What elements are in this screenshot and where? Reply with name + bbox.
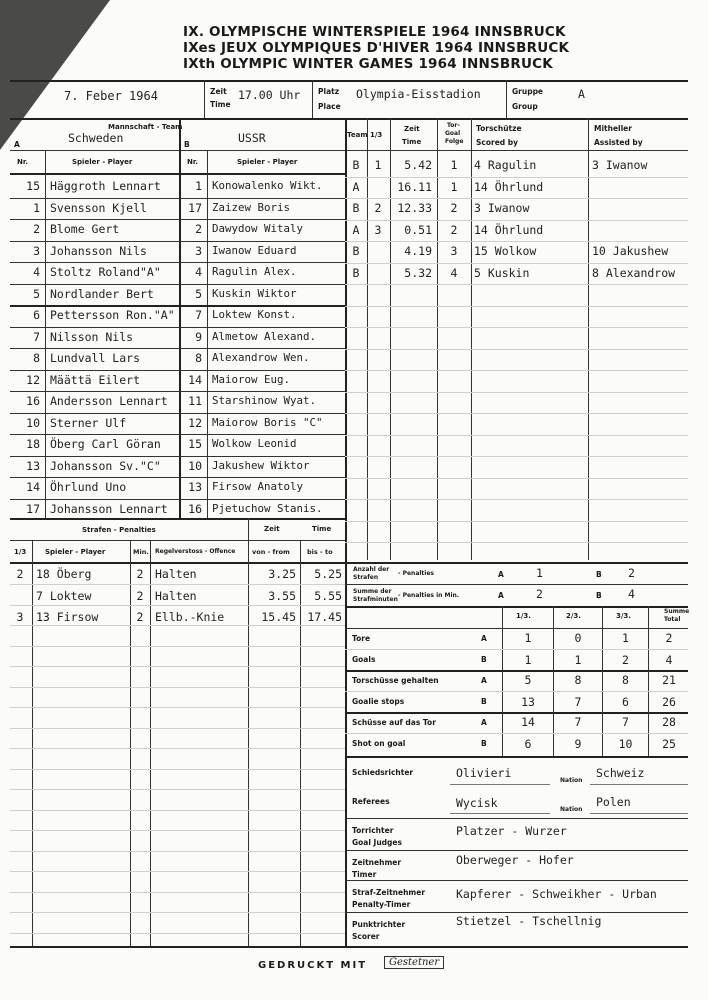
player-a-nr: 18 xyxy=(26,437,40,451)
player-a-name: Määttä Eilert xyxy=(50,372,141,387)
penalty-player: 7 Loktew xyxy=(36,588,92,603)
player-b-name: Firsow Anatoly xyxy=(212,480,304,493)
count-b-letter: B xyxy=(596,570,602,579)
goal-seq: 4 xyxy=(450,265,458,280)
stats-row-a-letter: A xyxy=(481,676,487,685)
goal-time: 12.33 xyxy=(397,201,432,215)
place-label: Place xyxy=(318,102,341,111)
player-b-nr: 16 xyxy=(188,501,202,516)
pen-zeit-label: Zeit xyxy=(264,525,280,533)
player-a-nr: 15 xyxy=(26,179,40,193)
timer: Oberweger - Hofer xyxy=(456,853,574,867)
player-a-nr: 6 xyxy=(33,308,40,322)
stats-row-label-2: Goals xyxy=(352,655,376,664)
player-a-label: Spieler - Player xyxy=(72,158,133,166)
penalty-to: 5.25 xyxy=(314,567,342,581)
stats-total-label-1: Summe xyxy=(664,608,690,615)
nr-a-label: Nr. xyxy=(17,158,28,166)
player-a-name: Pettersson Ron."A" xyxy=(50,308,175,322)
player-a-name: Sterner Ulf xyxy=(50,415,127,430)
player-a-name: Häggroth Lennart xyxy=(50,179,161,193)
assisted-by-label: Assisted by xyxy=(594,138,643,147)
goals-tor-label: Tor- xyxy=(447,122,460,129)
player-b-nr: 3 xyxy=(195,243,202,258)
stats-value-b: 26 xyxy=(662,695,676,709)
nation-label-1: Nation xyxy=(560,777,583,784)
player-b-nr: 8 xyxy=(195,351,202,365)
player-b-name: Iwanow Eduard xyxy=(212,243,297,257)
player-a-nr: 3 xyxy=(33,243,40,258)
player-b-nr: 14 xyxy=(188,372,202,387)
stats-value-a: 7 xyxy=(622,715,629,729)
player-a-nr: 17 xyxy=(26,501,40,516)
sum-label-2: Strafminuten xyxy=(353,596,398,603)
stats-value-b: 1 xyxy=(524,653,532,667)
goal-assist: 8 Alexandrow xyxy=(592,265,676,280)
sum-a-letter: A xyxy=(498,591,504,600)
stats-value-b: 13 xyxy=(521,695,535,709)
player-b-nr: 4 xyxy=(195,265,202,279)
goal-third: 1 xyxy=(374,158,382,172)
header-line-3: IXth OLYMPIC WINTER GAMES 1964 INNSBRUCK xyxy=(183,56,553,72)
goal-time: 5.42 xyxy=(404,158,432,172)
pen-from-label: von - from xyxy=(252,548,290,556)
stats-value-b: 7 xyxy=(574,695,582,709)
player-a-nr: 2 xyxy=(33,222,40,236)
goal-judges-label-2: Goal Judges xyxy=(352,838,402,847)
player-a-name: Stoltz Roland"A" xyxy=(50,265,161,279)
stats-value-b: 4 xyxy=(665,653,673,667)
stats-value-b: 1 xyxy=(574,653,582,667)
zeit-label: Zeit xyxy=(210,87,227,96)
goal-team: B xyxy=(352,244,360,258)
match-time: 17.00 Uhr xyxy=(238,88,301,102)
goal-assist: 10 Jakushew xyxy=(592,244,669,258)
stats-value-b: 2 xyxy=(622,653,629,667)
player-a-nr: 5 xyxy=(33,286,40,301)
scorer: Stietzel - Tschellnig xyxy=(456,914,602,928)
penalty-to: 17.45 xyxy=(307,610,342,624)
nr-b-label: Nr. xyxy=(187,158,198,166)
stats-value-a: 8 xyxy=(574,673,582,687)
goal-scorer: 3 Iwanow xyxy=(474,201,530,215)
player-a-nr: 10 xyxy=(26,415,40,430)
goal-scorer: 14 Öhrlund xyxy=(474,222,544,237)
pen-player-label: Spieler - Player xyxy=(45,548,106,556)
player-b-name: Pjetuchow Stanis. xyxy=(212,501,323,515)
pen-to-label: bis - to xyxy=(307,548,333,556)
stats-value-b: 10 xyxy=(618,737,633,751)
player-b-nr: 13 xyxy=(188,480,202,494)
stats-value-a: 21 xyxy=(662,673,676,687)
player-b-name: Zaizew Boris xyxy=(212,200,291,214)
goal-seq: 1 xyxy=(450,179,458,194)
stats-row-label-1: Tore xyxy=(352,634,371,643)
player-b-nr: 17 xyxy=(188,200,202,215)
stats-row-label-1: Torschüsse gehalten xyxy=(352,676,439,685)
count-label-2: Strafen xyxy=(353,574,379,581)
player-b-nr: 12 xyxy=(188,415,202,430)
player-a-nr: 4 xyxy=(33,265,40,279)
header-line-2: IXes JEUX OLYMPIQUES D'HIVER 1964 INNSBRUCK xyxy=(183,40,570,56)
goal-team: A xyxy=(352,179,360,194)
stats-value-a: 0 xyxy=(574,631,582,645)
referee-label-1: Schiedsrichter xyxy=(352,768,414,777)
goal-time: 4.19 xyxy=(404,244,432,258)
nation-label-2: Nation xyxy=(560,806,583,813)
header-line-1: IX. OLYMPISCHE WINTERSPIELE 1964 INNSBRUCK xyxy=(183,24,566,40)
stats-col1-label: 1/3. xyxy=(516,612,531,620)
gestetner-logo: Gestetner xyxy=(384,956,444,969)
referee-label-2: Referees xyxy=(352,797,390,806)
penalty-offence: Ellb.-Knie xyxy=(155,610,225,624)
stats-value-b: 25 xyxy=(662,737,676,751)
penalty-timer-label-1: Straf-Zeitnehmer xyxy=(352,888,426,897)
stats-value-b: 6 xyxy=(622,695,629,709)
count-a-value: 1 xyxy=(536,566,543,580)
goals-team-label: Team xyxy=(347,131,368,139)
goal-team: B xyxy=(352,265,360,280)
stats-value-a: 2 xyxy=(665,631,673,645)
goal-time: 5.32 xyxy=(404,265,432,280)
penalty-from: 15.45 xyxy=(261,610,296,624)
player-a-name: Johansson Sv."C" xyxy=(50,458,161,473)
stats-row-label-2: Shot on goal xyxy=(352,739,406,748)
goal-seq: 2 xyxy=(450,201,458,215)
goal-scorer: 14 Öhrlund xyxy=(474,179,544,194)
team-header-label: Mannschaft - Team xyxy=(108,123,183,131)
goal-seq: 2 xyxy=(450,222,458,237)
goals-goal-label: Goal xyxy=(445,130,461,137)
penalty-from: 3.55 xyxy=(268,588,296,603)
mitheller-label: Mitheller xyxy=(594,124,632,133)
player-a-name: Blome Gert xyxy=(50,222,120,236)
platz-label: Platz xyxy=(318,87,340,96)
player-a-nr: 16 xyxy=(26,394,40,408)
player-b-name: Konowalenko Wikt. xyxy=(212,179,323,192)
scan-shadow-icon xyxy=(0,0,110,150)
goal-time: 0.51 xyxy=(404,222,432,237)
penalty-timer: Kapferer - Schweikher - Urban xyxy=(456,887,657,901)
player-a-nr: 7 xyxy=(33,329,40,344)
player-a-name: Öhrlund Uno xyxy=(50,480,127,494)
goals-folge-label: Folge xyxy=(445,138,464,145)
count-label-1: Anzahl der xyxy=(353,566,390,573)
player-a-name: Nilsson Nils xyxy=(50,329,134,344)
player-a-nr: 1 xyxy=(33,200,40,215)
player-a-name: Johansson Nils xyxy=(50,243,147,258)
team-b-letter: B xyxy=(184,140,190,149)
stats-value-a: 14 xyxy=(521,715,535,729)
sum-label-1: Summe der xyxy=(353,588,392,595)
player-b-name: Maiorow Boris "C" xyxy=(212,415,323,429)
sum-label-3: - Penalties in Min. xyxy=(398,592,460,599)
player-b-nr: 10 xyxy=(188,458,202,473)
goals-third-label: 1/3 xyxy=(370,131,383,139)
stats-value-a: 28 xyxy=(662,715,676,729)
sum-b-letter: B xyxy=(596,591,602,600)
stats-value-a: 5 xyxy=(524,673,532,687)
penalty-timer-label-2: Penalty-Timer xyxy=(352,900,411,909)
team-b-name: USSR xyxy=(238,131,266,145)
goal-judges-label-1: Torrichter xyxy=(352,826,394,835)
count-label-3: - Penalties xyxy=(398,570,434,577)
player-b-nr: 7 xyxy=(195,308,202,322)
match-place: Olympia-Eisstadion xyxy=(356,87,481,101)
stats-row-label-1: Schüsse auf das Tor xyxy=(352,718,436,727)
printed-with-label: GEDRUCKT MIT xyxy=(258,960,368,971)
goals-zeit-label: Zeit xyxy=(404,125,420,133)
stats-row-b-letter: B xyxy=(481,697,487,706)
goal-team: B xyxy=(352,158,360,172)
stats-row-a-letter: A xyxy=(481,634,487,643)
stats-total-label-2: Total xyxy=(664,616,681,623)
pen-offence-label: Regelverstoss - Offence xyxy=(155,548,236,555)
team-a-letter: A xyxy=(14,140,20,149)
team-a-name: Schweden xyxy=(68,131,124,145)
player-b-name: Dawydow Witaly xyxy=(212,222,304,235)
referee-2: Wycisk xyxy=(456,796,498,810)
penalty-player: 18 Öberg xyxy=(36,567,92,581)
penalties-title: Strafen - Penalties xyxy=(82,526,156,534)
penalty-min: 2 xyxy=(136,567,144,581)
penalty-to: 5.55 xyxy=(314,588,342,603)
stats-value-a: 7 xyxy=(574,715,582,729)
player-b-nr: 1 xyxy=(195,179,202,193)
penalty-player: 13 Firsow xyxy=(36,610,99,624)
pen-min-label: Min. xyxy=(133,548,149,556)
stats-value-a: 8 xyxy=(622,673,629,687)
nation-1: Schweiz xyxy=(596,766,645,780)
player-a-name: Lundvall Lars xyxy=(50,351,141,365)
match-group: A xyxy=(578,87,585,101)
player-b-nr: 2 xyxy=(195,222,202,236)
goal-seq: 3 xyxy=(450,244,458,258)
player-a-nr: 14 xyxy=(26,480,40,494)
group-label: Group xyxy=(512,102,538,111)
player-b-nr: 11 xyxy=(188,394,202,408)
match-date: 7. Feber 1964 xyxy=(64,89,158,103)
player-b-name: Almetow Alexand. xyxy=(212,329,317,343)
player-b-nr: 15 xyxy=(188,437,202,451)
sum-b-value: 4 xyxy=(628,587,635,601)
stats-row-b-letter: B xyxy=(481,739,487,748)
player-b-label: Spieler - Player xyxy=(237,158,298,166)
player-b-name: Starshinow Wyat. xyxy=(212,394,317,407)
stats-value-a: 1 xyxy=(622,631,629,645)
timer-label-2: Timer xyxy=(352,870,377,879)
penalty-offence: Halten xyxy=(155,567,197,581)
goal-scorer: 5 Kuskin xyxy=(474,265,530,280)
penalty-min: 2 xyxy=(136,588,144,603)
stats-col2-label: 2/3. xyxy=(566,612,581,620)
stats-row-a-letter: A xyxy=(481,718,487,727)
stats-value-b: 9 xyxy=(574,737,582,751)
player-a-name: Johansson Lennart xyxy=(50,501,168,516)
torschuetze-label: Torschütze xyxy=(476,124,522,133)
count-b-value: 2 xyxy=(628,566,635,580)
goal-scorer: 15 Wolkow xyxy=(474,244,537,258)
player-b-name: Alexandrow Wen. xyxy=(212,351,310,364)
player-b-name: Loktew Konst. xyxy=(212,308,297,321)
stats-row-b-letter: B xyxy=(481,655,487,664)
penalty-from: 3.25 xyxy=(268,567,296,581)
player-a-nr: 12 xyxy=(26,372,40,387)
count-a-letter: A xyxy=(498,570,504,579)
player-a-nr: 13 xyxy=(26,458,40,473)
player-b-name: Kuskin Wiktor xyxy=(212,286,297,300)
goals-time-label: Time xyxy=(402,138,422,146)
goal-seq: 1 xyxy=(450,158,458,172)
scorer-label-2: Scorer xyxy=(352,932,380,941)
player-a-name: Andersson Lennart xyxy=(50,394,168,408)
player-b-name: Jakushew Wiktor xyxy=(212,458,310,472)
stats-value-b: 6 xyxy=(524,737,532,751)
pen-time-label: Time xyxy=(312,525,332,533)
goal-assist: 3 Iwanow xyxy=(592,158,648,172)
scored-by-label: Scored by xyxy=(476,138,519,147)
pen-third-label: 1/3 xyxy=(14,548,27,556)
scorer-label-1: Punktrichter xyxy=(352,920,406,929)
goal-time: 16.11 xyxy=(397,179,432,194)
sum-a-value: 2 xyxy=(536,587,543,601)
penalty-min: 2 xyxy=(136,610,144,624)
gruppe-label: Gruppe xyxy=(512,87,544,96)
player-b-nr: 9 xyxy=(195,329,202,344)
player-b-nr: 5 xyxy=(195,286,202,301)
stats-value-a: 1 xyxy=(524,631,532,645)
goal-scorer: 4 Ragulin xyxy=(474,158,537,172)
player-b-name: Ragulin Alex. xyxy=(212,265,297,278)
goal-third: 2 xyxy=(374,201,382,215)
player-b-name: Wolkow Leonid xyxy=(212,437,297,450)
player-a-name: Svensson Kjell xyxy=(50,200,147,215)
penalty-third: 3 xyxy=(16,610,24,624)
penalty-offence: Halten xyxy=(155,588,197,603)
player-a-name: Nordlander Bert xyxy=(50,286,154,301)
referee-1: Olivieri xyxy=(456,766,512,780)
timer-label-1: Zeitnehmer xyxy=(352,858,402,867)
penalty-third: 2 xyxy=(16,567,24,581)
nation-2: Polen xyxy=(596,795,631,809)
time-label: Time xyxy=(210,100,231,109)
stats-col3-label: 3/3. xyxy=(616,612,631,620)
goal-judges: Platzer - Wurzer xyxy=(456,824,567,838)
stats-row-label-2: Goalie stops xyxy=(352,697,405,706)
player-b-name: Maiorow Eug. xyxy=(212,372,291,386)
goal-third: 3 xyxy=(374,222,382,237)
player-a-name: Öberg Carl Göran xyxy=(50,437,161,451)
player-a-nr: 8 xyxy=(33,351,40,365)
goal-team: B xyxy=(352,201,360,215)
goal-team: A xyxy=(352,222,360,237)
